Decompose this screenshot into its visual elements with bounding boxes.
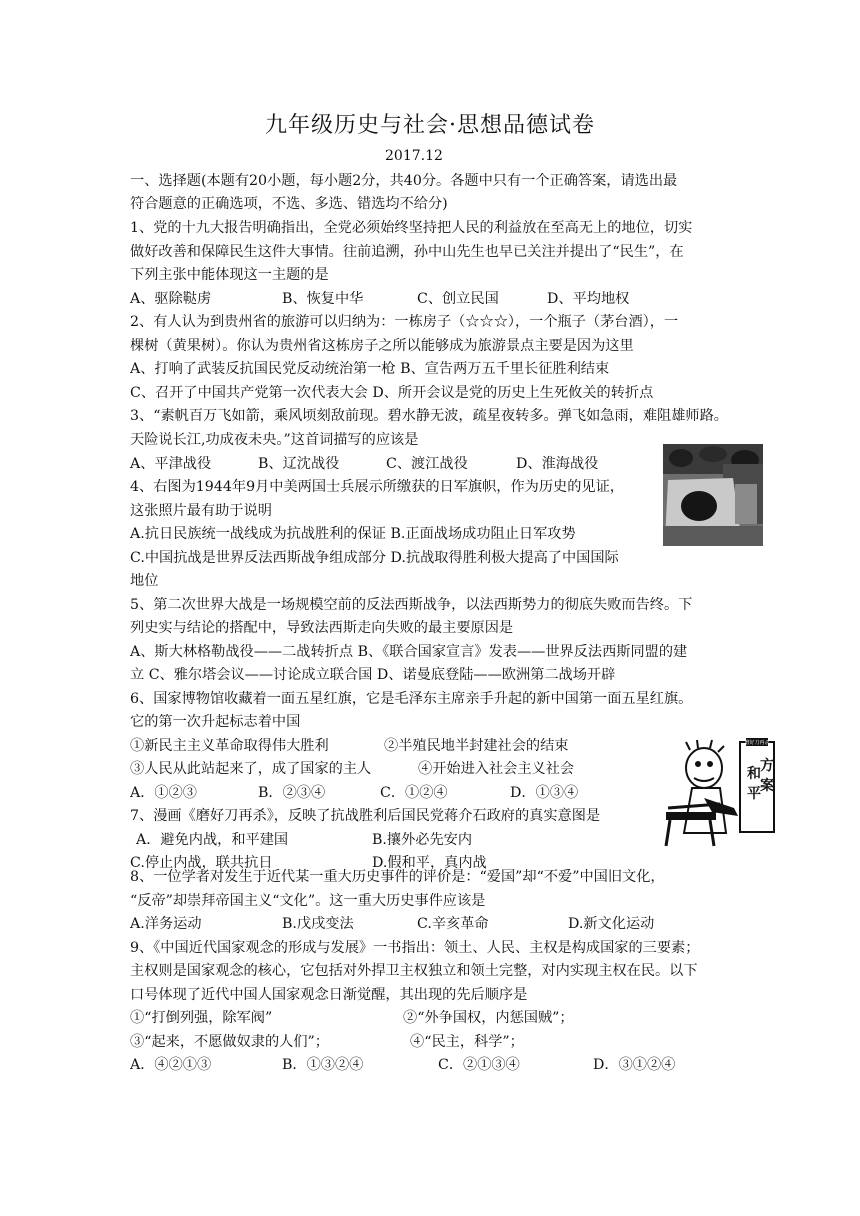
q9-option-a: A．④②①③ (130, 1057, 212, 1073)
question-1-text: 做好改善和保障民生这件大事情。往前追溯，孙中山先生也早已关注并提出了“民生”，在 (130, 244, 684, 260)
q9-option-c: C．②①③④ (438, 1057, 520, 1073)
question-7-text: 7、漫画《磨好刀再杀》，反映了抗战胜利后国民党蒋介石政府的真实意图是 (130, 808, 601, 824)
question-5-text: 列史实与结论的搭配中，导致法西斯走向失败的最主要原因是 (130, 620, 514, 636)
cartoon-sign-char: 案 (760, 778, 774, 794)
question-1-text: 1、党的十九大报告明确指出，全党必须始终坚持把人民的利益放在至高无上的地位，切实 (130, 220, 693, 236)
question-8-text: 8、一位学者对发生于近代某一重大历史事件的评价是：“爱国”却“不爱”中国旧文化， (130, 869, 665, 885)
q1-option-a: A、驱除鞑虏 (130, 291, 212, 307)
q3-option-c: C、渡江战役 (386, 456, 468, 472)
question-8-text: “反帝”却崇拜帝国主义“文化”。这一重大历史事件应该是 (130, 893, 486, 909)
q1-option-c: C、创立民国 (417, 291, 499, 307)
section-instructions-line: 符合题意的正确选项，不选、多选、错选均不给分) (130, 196, 448, 212)
q9-item-4: ④“民主，科学”； (410, 1034, 524, 1050)
q6-item-3: ③人民从此站起来了，成了国家的主人 (130, 761, 372, 777)
section-instructions-line: 一、选择题(本题有20小题，每小题2分，共40分。各题中只有一个正确答案，请选出最 (130, 173, 678, 189)
question-4-options: C.中国抗战是世界反法西斯战争组成部分 D.抗战取得胜利极大提高了中国国际 (130, 550, 619, 566)
question-5-options: 立 C、雅尔塔会议——讨论成立联合国 D、诺曼底登陆——欧洲第二战场开辟 (130, 667, 616, 683)
q6-option-d: D．①③④ (510, 785, 579, 801)
question-4-text: 4、右图为1944年9月中美两国士兵展示所缴获的日军旗帜，作为历史的见证， (130, 479, 624, 495)
q7-option-c: C.停止内战，联共抗日 (130, 855, 273, 871)
question-9-text: 主权则是国家观念的核心，它包括对外捍卫主权独立和领土完整，对内实现主权在民。以下 (130, 963, 698, 979)
q8-option-a: A.洋务运动 (130, 916, 202, 932)
cartoon-sign-top: 磨好刀再杀 (744, 740, 770, 746)
q6-item-2: ②半殖民地半封建社会的结束 (384, 738, 569, 754)
question-4-text: 这张照片最有助于说明 (130, 503, 272, 519)
question-6-text: 它的第一次升起标志着中国 (130, 714, 301, 730)
q9-option-d: D．③①②④ (593, 1057, 676, 1073)
q8-option-c: C.辛亥革命 (417, 916, 489, 932)
q7-option-a: A．避免内战，和平建国 (136, 832, 289, 848)
q9-item-3: ③“起来，不愿做奴隶的人们”； (130, 1034, 329, 1050)
captured-flag-photo (663, 444, 763, 546)
q9-item-2: ②“外争国权，内惩国贼”； (403, 1010, 574, 1026)
q3-option-a: A、平津战役 (130, 456, 212, 472)
q6-option-a: A．①②③ (130, 785, 197, 801)
question-1-text: 下列主张中能体现这一主题的是 (130, 267, 329, 283)
question-9-text: 9、《中国近代国家观念的形成与发展》一书指出：领土、人民、主权是构成国家的三要素； (130, 940, 700, 956)
question-9-text: 口号体现了近代中国人国家观念日渐觉醒，其出现的先后顺序是 (130, 987, 528, 1003)
exam-date: 2017.12 (385, 148, 443, 164)
question-2-text: 2、有人认为到贵州省的旅游可以归纳为：一栋房子（☆☆☆），一个瓶子（茅台酒），一 (130, 314, 679, 330)
q6-item-4: ④开始进入社会主义社会 (418, 761, 575, 777)
q3-option-d: D、淮海战役 (516, 456, 599, 472)
cartoon-sign-char: 方 (760, 758, 774, 774)
question-4-options: A.抗日民族统一战线成为抗战胜利的保证 B.正面战场成功阻止日军攻势 (130, 526, 576, 542)
sharpen-knife-cartoon (664, 738, 780, 848)
question-6-text: 6、国家博物馆收藏着一面五星红旗，它是毛泽东主席亲手升起的新中国第一面五星红旗。 (130, 691, 693, 707)
question-3-text: 3、“素帆百万飞如箭，乘风顷刻敌前现。碧水静无波，疏星夜转多。弹飞如急雨，难阻雄师路。 (130, 408, 728, 424)
question-4-options: 地位 (130, 573, 159, 589)
q8-option-b: B.戊戌变法 (282, 916, 354, 932)
q1-option-d: D、平均地权 (547, 291, 630, 307)
q3-option-b: B、辽沈战役 (258, 456, 340, 472)
question-2-options: A、打响了武装反抗国民党反动统治第一枪 B、宣告两万五千里长征胜利结束 (130, 361, 610, 377)
q1-option-b: B、恢复中华 (282, 291, 364, 307)
cartoon-sign-char: 平 (747, 786, 761, 802)
question-5-text: 5、第二次世界大战是一场规模空前的反法西斯战争，以法西斯势力的彻底失败而告终。下 (130, 597, 693, 613)
q7-option-b: B.攘外必先安内 (372, 832, 473, 848)
q7-option-d: D.假和平，真内战 (372, 855, 487, 871)
question-5-options: A、斯大林格勒战役——二战转折点 B、《联合国家宣言》发表——世界反法西斯同盟的建 (130, 644, 688, 660)
exam-title: 九年级历史与社会·思想品德试卷 (265, 113, 595, 138)
question-2-text: 棵树（黄果树）。你认为贵州省这栋房子之所以能够成为旅游景点主要是因为这里 (130, 338, 634, 354)
q6-option-c: C．①②④ (380, 785, 448, 801)
q6-option-b: B．②③④ (258, 785, 326, 801)
q9-option-b: B．①③②④ (282, 1057, 364, 1073)
cartoon-sign-char: 和 (747, 766, 761, 782)
q6-item-1: ①新民主主义革命取得伟大胜利 (130, 738, 329, 754)
q8-option-d: D.新文化运动 (568, 916, 655, 932)
question-3-text: 天险说长江,功成夜未央。”这首词描写的应该是 (130, 432, 419, 448)
q9-item-1: ①“打倒列强，除军阀” (130, 1010, 273, 1026)
question-2-options: C、召开了中国共产党第一次代表大会 D、所开会议是党的历史上生死攸关的转折点 (130, 385, 654, 401)
